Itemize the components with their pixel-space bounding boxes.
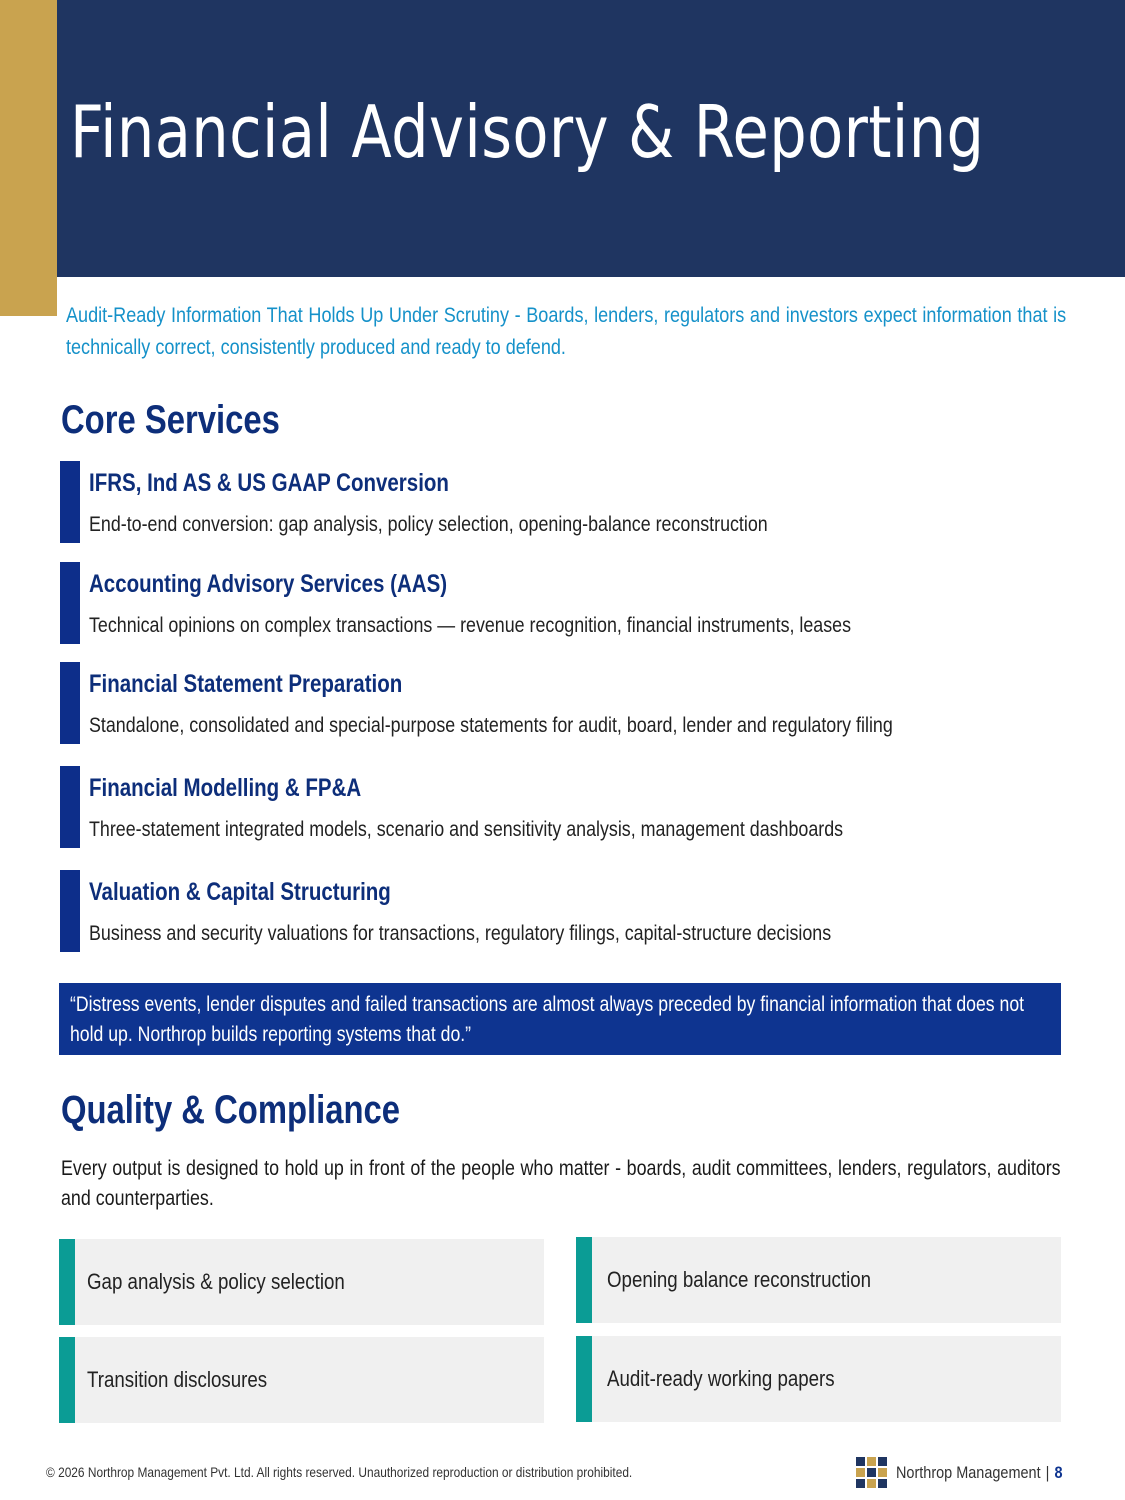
service-item <box>60 870 1060 952</box>
service-name: Valuation & Capital Structuring <box>89 878 391 906</box>
card-accent-bar <box>576 1237 592 1323</box>
service-accent-bar <box>60 662 80 744</box>
card-accent-bar <box>576 1336 592 1422</box>
card-label: Gap analysis & policy selection <box>87 1269 345 1294</box>
service-description: Three-statement integrated models, scenario and sensitivity analysis, management dashboards <box>89 818 844 841</box>
intro-text <box>66 300 1066 364</box>
service-item <box>60 461 1060 543</box>
quote-text: “Distress events, lender disputes and failed transactions are almost always preceded by financial information that does not hold up. Northrop builds reporting systems that do.” <box>70 993 1025 1046</box>
footer-brand <box>896 1463 1063 1483</box>
quote-box <box>59 983 1061 1055</box>
gold-accent-bar <box>0 0 57 316</box>
service-item <box>60 662 1060 744</box>
service-accent-bar <box>60 766 80 848</box>
service-description: Business and security valuations for transactions, regulatory filings, capital-structure decisions <box>89 922 832 945</box>
service-name: Financial Modelling & FP&A <box>89 774 362 802</box>
card-label: Opening balance reconstruction <box>607 1267 872 1292</box>
quality-text <box>61 1154 1061 1214</box>
card-label: Transition disclosures <box>87 1367 268 1392</box>
service-name: Financial Statement Preparation <box>89 670 403 698</box>
page-number: 8 <box>1054 1463 1063 1482</box>
quality-card <box>576 1237 1061 1323</box>
card-label: Audit-ready working papers <box>607 1366 835 1391</box>
quality-text-content: Every output is designed to hold up in front of the people who matter - boards, audit committees, lenders, regulators, auditors and counterparties. <box>61 1157 1061 1210</box>
card-accent-bar <box>59 1337 75 1423</box>
service-accent-bar <box>60 870 80 952</box>
service-description: End-to-end conversion: gap analysis, policy selection, opening-balance reconstruction <box>89 513 768 536</box>
service-accent-bar <box>60 461 80 543</box>
core-services-heading: Core Services <box>61 398 280 442</box>
page-title: Financial Advisory & Reporting <box>70 90 985 174</box>
service-description: Technical opinions on complex transactions — revenue recognition, financial instruments, leases <box>89 614 852 637</box>
quality-heading: Quality & Compliance <box>61 1088 401 1132</box>
quality-card <box>59 1337 544 1423</box>
intro-text-content: Audit-Ready Information That Holds Up Under Scrutiny - Boards, lenders, regulators and investors expect information that is technically correct, consistently produced and ready to defend. <box>66 304 1067 359</box>
northrop-logo-icon <box>856 1457 887 1488</box>
quality-card <box>59 1239 544 1325</box>
footer-copyright: © 2026 Northrop Management Pvt. Ltd. All rights reserved. Unauthorized reproduction or distribution prohibited. <box>46 1464 633 1480</box>
service-item <box>60 766 1060 848</box>
service-description: Standalone, consolidated and special-purpose statements for audit, board, lender and regulatory filing <box>89 714 893 737</box>
footer-brand-name: Northrop Management <box>896 1463 1041 1482</box>
service-name: Accounting Advisory Services (AAS) <box>89 570 448 598</box>
service-item <box>60 562 1060 644</box>
card-accent-bar <box>59 1239 75 1325</box>
quality-card <box>576 1336 1061 1422</box>
service-accent-bar <box>60 562 80 644</box>
footer-separator: | <box>1045 1463 1050 1482</box>
service-name: IFRS, Ind AS & US GAAP Conversion <box>89 469 449 497</box>
